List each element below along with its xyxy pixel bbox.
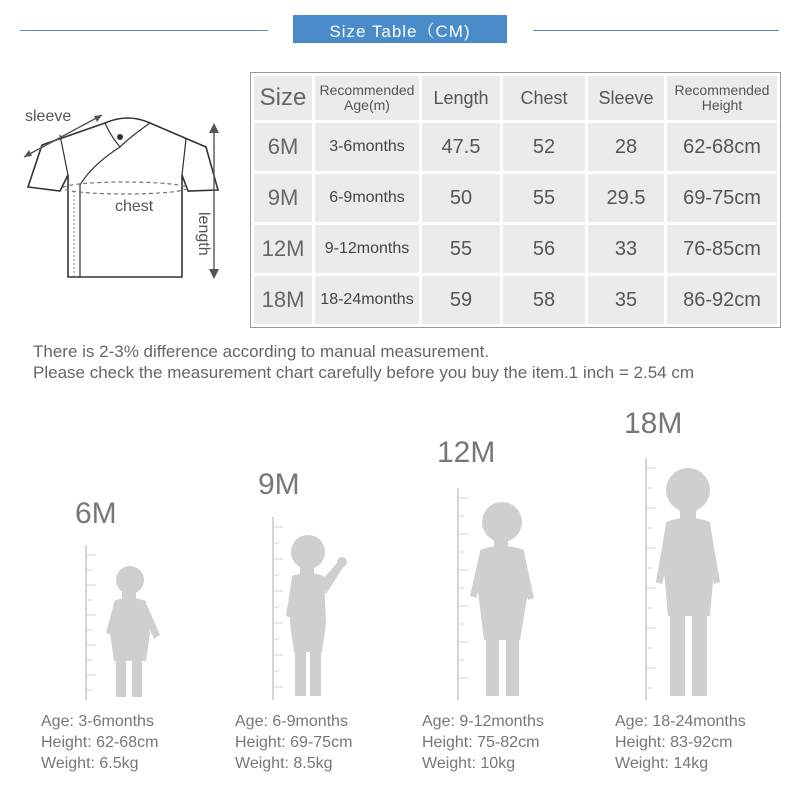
growth-size-label: 12M — [437, 436, 496, 469]
growth-height: Height: 62-68cm — [41, 734, 159, 751]
table-row — [254, 123, 777, 171]
cell-size: 12M — [254, 225, 312, 273]
growth-weight: Weight: 10kg — [422, 755, 516, 772]
cell-size: 9M — [254, 174, 312, 222]
growth-height: Height: 69-75cm — [235, 734, 353, 751]
sleeve-label: sleeve — [25, 108, 72, 125]
cell-sleeve: 33 — [588, 225, 664, 273]
child-silhouette-6m — [104, 563, 164, 701]
cell-height: 86-92cm — [667, 276, 777, 324]
table-row — [254, 174, 777, 222]
cell-sleeve: 28 — [588, 123, 664, 171]
growth-weight: Weight: 8.5kg — [235, 755, 333, 772]
note-difference: There is 2-3% difference according to manual measurement. — [33, 342, 490, 361]
child-silhouette-9m — [286, 532, 352, 700]
growth-height: Height: 83-92cm — [615, 734, 733, 751]
header-size: Size — [254, 76, 312, 120]
growth-size-label: 6M — [75, 497, 117, 530]
cell-chest: 58 — [503, 276, 585, 324]
table-row — [254, 276, 777, 324]
cell-length: 47.5 — [422, 123, 500, 171]
growth-size-label: 9M — [258, 468, 300, 501]
cell-age: 6-9months — [315, 174, 419, 222]
cell-length: 59 — [422, 276, 500, 324]
growth-weight: Weight: 14kg — [615, 755, 709, 772]
growth-age: Age: 6-9months — [235, 713, 348, 730]
cell-sleeve: 29.5 — [588, 174, 664, 222]
header-rule-right — [533, 30, 779, 31]
length-label: length — [195, 212, 212, 256]
child-silhouette-18m — [654, 466, 724, 700]
chest-label: chest — [115, 198, 154, 215]
growth-age: Age: 9-12months — [422, 713, 544, 730]
cell-chest: 56 — [503, 225, 585, 273]
cell-chest: 52 — [503, 123, 585, 171]
child-silhouette-12m — [466, 500, 536, 700]
cell-length: 55 — [422, 225, 500, 273]
cell-chest: 55 — [503, 174, 585, 222]
table-header-row — [254, 76, 777, 120]
growth-age: Age: 3-6months — [41, 713, 154, 730]
cell-height: 62-68cm — [667, 123, 777, 171]
header-sleeve: Sleeve — [588, 76, 664, 120]
growth-age: Age: 18-24months — [615, 713, 746, 730]
cell-age: 18-24months — [315, 276, 419, 324]
header-age: Recommended Age(m) — [315, 76, 419, 120]
cell-length: 50 — [422, 174, 500, 222]
cell-height: 69-75cm — [667, 174, 777, 222]
cell-size: 18M — [254, 276, 312, 324]
cell-height: 76-85cm — [667, 225, 777, 273]
growth-height: Height: 75-82cm — [422, 734, 540, 751]
cell-sleeve: 35 — [588, 276, 664, 324]
growth-weight: Weight: 6.5kg — [41, 755, 139, 772]
growth-size-label: 18M — [624, 407, 683, 440]
cell-size: 6M — [254, 123, 312, 171]
height-ruler-9m — [271, 517, 285, 700]
header-length: Length — [422, 76, 500, 120]
header-height: Recommended Height — [667, 76, 777, 120]
note-check-chart: Please check the measurement chart carefully before you buy the item.1 inch = 2.54 cm — [33, 363, 694, 382]
height-ruler-6m — [84, 545, 98, 700]
header-chest: Chest — [503, 76, 585, 120]
cell-age: 9-12months — [315, 225, 419, 273]
table-row — [254, 225, 777, 273]
page-title: Size Table（CM) — [293, 15, 507, 43]
cell-age: 3-6months — [315, 123, 419, 171]
header-rule-left — [20, 30, 268, 31]
size-table — [250, 72, 781, 328]
